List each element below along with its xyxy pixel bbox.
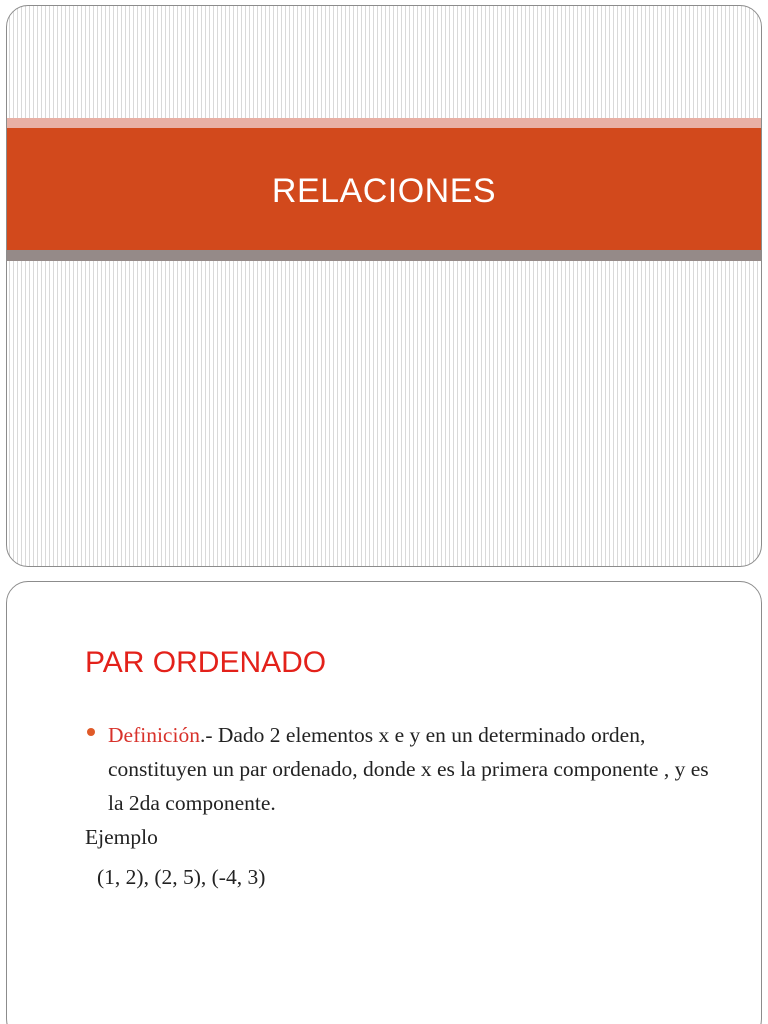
title-slide (6, 5, 762, 567)
title-band (7, 128, 761, 250)
title-band-top-stripe (7, 118, 761, 128)
definition-term: Definición (108, 723, 200, 747)
slide-title: RELACIONES (271, 171, 497, 210)
content-slide (6, 581, 762, 1024)
title-band-bottom-stripe (7, 250, 761, 261)
definition-bullet (87, 718, 727, 820)
example-values: (1, 2), (2, 5), (-4, 3) (97, 865, 266, 889)
section-heading: PAR ORDENADO (85, 646, 327, 679)
example-label: Ejemplo (85, 825, 158, 849)
definition-text-block (108, 718, 727, 820)
definition-body: .- Dado 2 elementos x e y en un determinado orden, constituyen un par ordenado, donde x es la primera componente , y es la 2da componente. (108, 723, 709, 815)
bullet-dot-icon (87, 728, 95, 736)
